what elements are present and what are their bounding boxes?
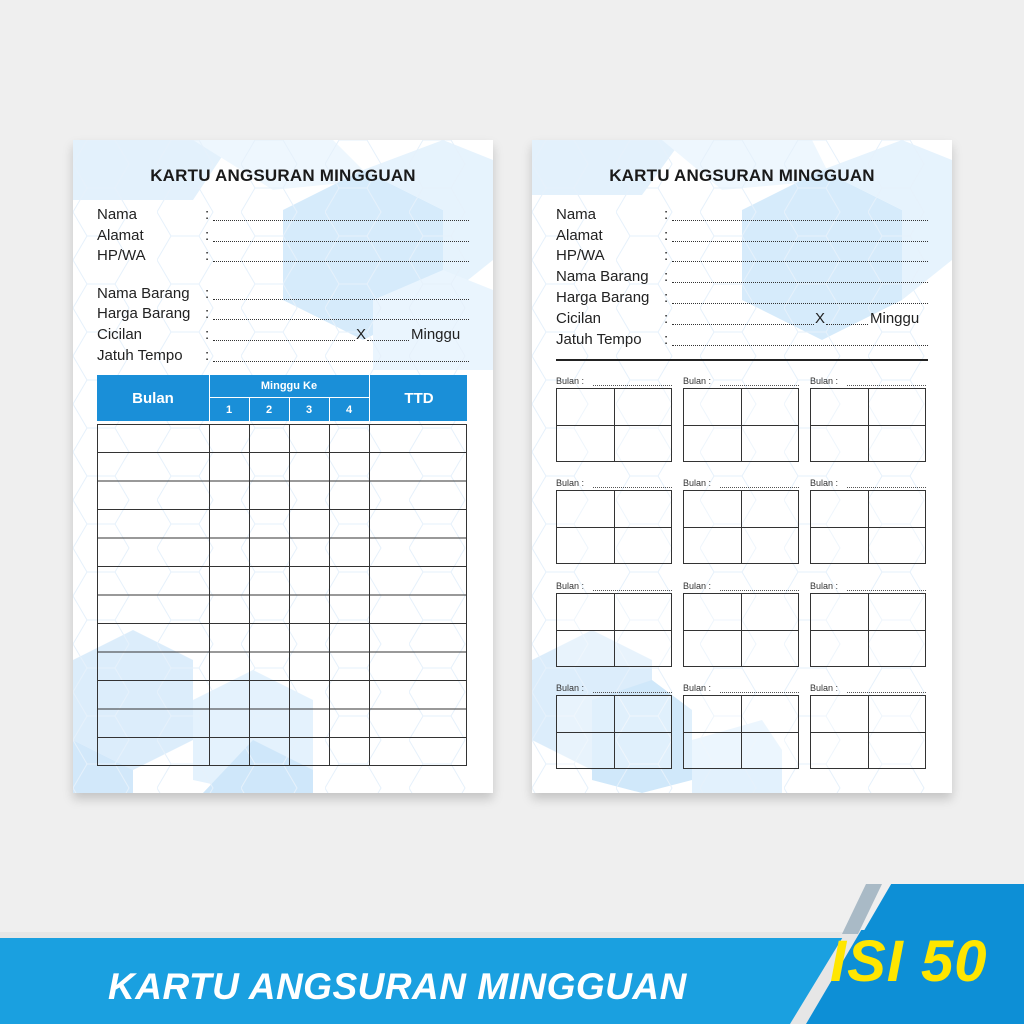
field-nama <box>556 206 928 226</box>
field-colon: : <box>205 326 210 343</box>
field-dotted-line[interactable] <box>672 282 928 283</box>
field-colon: : <box>664 206 669 223</box>
table-body[interactable] <box>97 424 467 766</box>
month-label: Bulan : <box>683 581 712 591</box>
field-label: Nama <box>97 206 138 223</box>
field-dotted-line[interactable] <box>826 324 868 325</box>
month-dotted-line[interactable] <box>847 692 926 693</box>
field-dotted-line[interactable] <box>672 345 928 346</box>
column-week-4: 4 <box>345 403 353 416</box>
field-dotted-line[interactable] <box>367 340 409 341</box>
minggu-label: Minggu <box>411 326 461 343</box>
field-label: Cicilan <box>97 326 143 343</box>
month-label: Bulan : <box>810 478 839 488</box>
field-nama <box>97 206 469 226</box>
month-dotted-line[interactable] <box>593 590 672 591</box>
times-mark: X <box>356 326 367 343</box>
field-nama-barang <box>556 268 928 288</box>
month-block <box>556 683 672 779</box>
week-checkbox-grid[interactable] <box>683 695 799 769</box>
month-dotted-line[interactable] <box>593 692 672 693</box>
month-block <box>683 376 799 472</box>
installment-card-right <box>532 140 952 793</box>
column-bulan: Bulan <box>97 375 210 421</box>
field-label: Cicilan <box>556 310 602 327</box>
field-dotted-line[interactable] <box>672 220 928 221</box>
month-dotted-line[interactable] <box>720 487 799 488</box>
field-colon: : <box>664 331 669 348</box>
month-dotted-line[interactable] <box>593 487 672 488</box>
month-block <box>683 683 799 779</box>
grid-divider <box>811 630 925 631</box>
month-label: Bulan : <box>556 581 585 591</box>
field-label: Jatuh Tempo <box>556 331 642 348</box>
field-label: Alamat <box>556 227 603 244</box>
banner-title: KARTU ANGSURAN MINGGUAN <box>108 966 687 1007</box>
card-title: KARTU ANGSURAN MINGGUAN <box>150 166 416 185</box>
month-label: Bulan : <box>683 376 712 386</box>
field-dotted-line[interactable] <box>213 261 469 262</box>
week-checkbox-grid[interactable] <box>683 593 799 667</box>
field-label: Jatuh Tempo <box>97 347 183 364</box>
column-minggu-ke: Minggu Ke <box>209 375 369 398</box>
field-hp <box>556 247 928 267</box>
field-cicilan <box>97 326 469 346</box>
field-jatuh-tempo <box>556 331 928 351</box>
month-label: Bulan : <box>810 683 839 693</box>
field-colon: : <box>205 206 210 223</box>
week-checkbox-grid[interactable] <box>810 593 926 667</box>
month-block <box>556 376 672 472</box>
badge-background <box>862 884 1024 934</box>
month-label: Bulan : <box>556 478 585 488</box>
field-harga-barang <box>97 305 469 325</box>
field-dotted-line[interactable] <box>213 220 469 221</box>
grid-divider <box>684 732 798 733</box>
field-label: Nama Barang <box>97 285 190 302</box>
grid-divider <box>557 732 671 733</box>
field-label: Nama <box>556 206 597 223</box>
week-checkbox-grid[interactable] <box>810 695 926 769</box>
field-nama-barang <box>97 285 469 305</box>
section-divider <box>556 359 928 361</box>
field-alamat <box>556 227 928 247</box>
grid-divider <box>557 630 671 631</box>
field-dotted-line[interactable] <box>213 299 469 300</box>
week-checkbox-grid[interactable] <box>556 388 672 462</box>
quantity-badge: ISI 50 <box>830 929 988 994</box>
month-dotted-line[interactable] <box>593 385 672 386</box>
month-dotted-line[interactable] <box>847 590 926 591</box>
grid-divider <box>811 527 925 528</box>
column-week-3: 3 <box>289 398 330 421</box>
field-dotted-line[interactable] <box>672 303 928 304</box>
month-dotted-line[interactable] <box>847 385 926 386</box>
field-colon: : <box>205 227 210 244</box>
week-checkbox-grid[interactable] <box>556 490 672 564</box>
grid-divider <box>684 630 798 631</box>
week-checkbox-grid[interactable] <box>683 388 799 462</box>
field-label: Nama Barang <box>556 268 649 285</box>
field-colon: : <box>205 285 210 302</box>
field-alamat <box>97 227 469 247</box>
field-dotted-line[interactable] <box>213 319 469 320</box>
month-block <box>810 581 926 677</box>
grid-divider <box>557 527 671 528</box>
field-dotted-line[interactable] <box>672 261 928 262</box>
month-dotted-line[interactable] <box>847 487 926 488</box>
column-week-1: 1 <box>209 398 250 421</box>
month-block <box>683 581 799 677</box>
field-colon: : <box>205 305 210 322</box>
field-jatuh-tempo <box>97 347 469 367</box>
month-label: Bulan : <box>683 478 712 488</box>
column-ttd: TTD <box>369 375 468 421</box>
field-colon: : <box>664 247 669 264</box>
field-dotted-line[interactable] <box>213 241 469 242</box>
column-week-2: 2 <box>249 398 290 421</box>
field-label: HP/WA <box>556 247 605 264</box>
field-colon: : <box>664 289 669 306</box>
grid-divider <box>811 425 925 426</box>
month-block <box>810 376 926 472</box>
field-label: Harga Barang <box>556 289 650 306</box>
month-dotted-line[interactable] <box>720 385 799 386</box>
week-checkbox-grid[interactable] <box>810 490 926 564</box>
field-label: Alamat <box>97 227 144 244</box>
minggu-label: Minggu <box>870 310 920 327</box>
week-checkbox-grid[interactable] <box>810 388 926 462</box>
month-label: Bulan : <box>556 683 585 693</box>
field-dotted-line[interactable] <box>213 361 469 362</box>
installment-card-left <box>73 140 493 793</box>
field-label: Harga Barang <box>97 305 191 322</box>
field-dotted-line[interactable] <box>213 340 355 341</box>
field-dotted-line[interactable] <box>672 324 814 325</box>
field-label: HP/WA <box>97 247 146 264</box>
card-title: KARTU ANGSURAN MINGGUAN <box>609 166 875 185</box>
table-grid <box>97 424 467 766</box>
month-label: Bulan : <box>810 376 839 386</box>
field-hp <box>97 247 469 267</box>
month-label: Bulan : <box>556 376 585 386</box>
table-header <box>97 375 467 421</box>
month-block <box>810 478 926 574</box>
field-colon: : <box>205 247 210 264</box>
month-dotted-line[interactable] <box>720 692 799 693</box>
month-label: Bulan : <box>683 683 712 693</box>
field-colon: : <box>205 347 210 364</box>
month-block <box>683 478 799 574</box>
month-block <box>556 581 672 677</box>
field-colon: : <box>664 227 669 244</box>
field-colon: : <box>664 310 669 327</box>
field-harga-barang <box>556 289 928 309</box>
month-block <box>810 683 926 779</box>
grid-divider <box>557 425 671 426</box>
grid-divider <box>684 425 798 426</box>
grid-divider <box>811 732 925 733</box>
times-mark: X <box>815 310 826 327</box>
field-dotted-line[interactable] <box>672 241 928 242</box>
field-colon: : <box>664 268 669 285</box>
month-label: Bulan : <box>810 581 839 591</box>
field-cicilan <box>556 310 928 330</box>
grid-divider <box>684 527 798 528</box>
week-checkbox-grid[interactable] <box>556 695 672 769</box>
week-checkbox-grid[interactable] <box>683 490 799 564</box>
week-checkbox-grid[interactable] <box>556 593 672 667</box>
month-dotted-line[interactable] <box>720 590 799 591</box>
month-block <box>556 478 672 574</box>
